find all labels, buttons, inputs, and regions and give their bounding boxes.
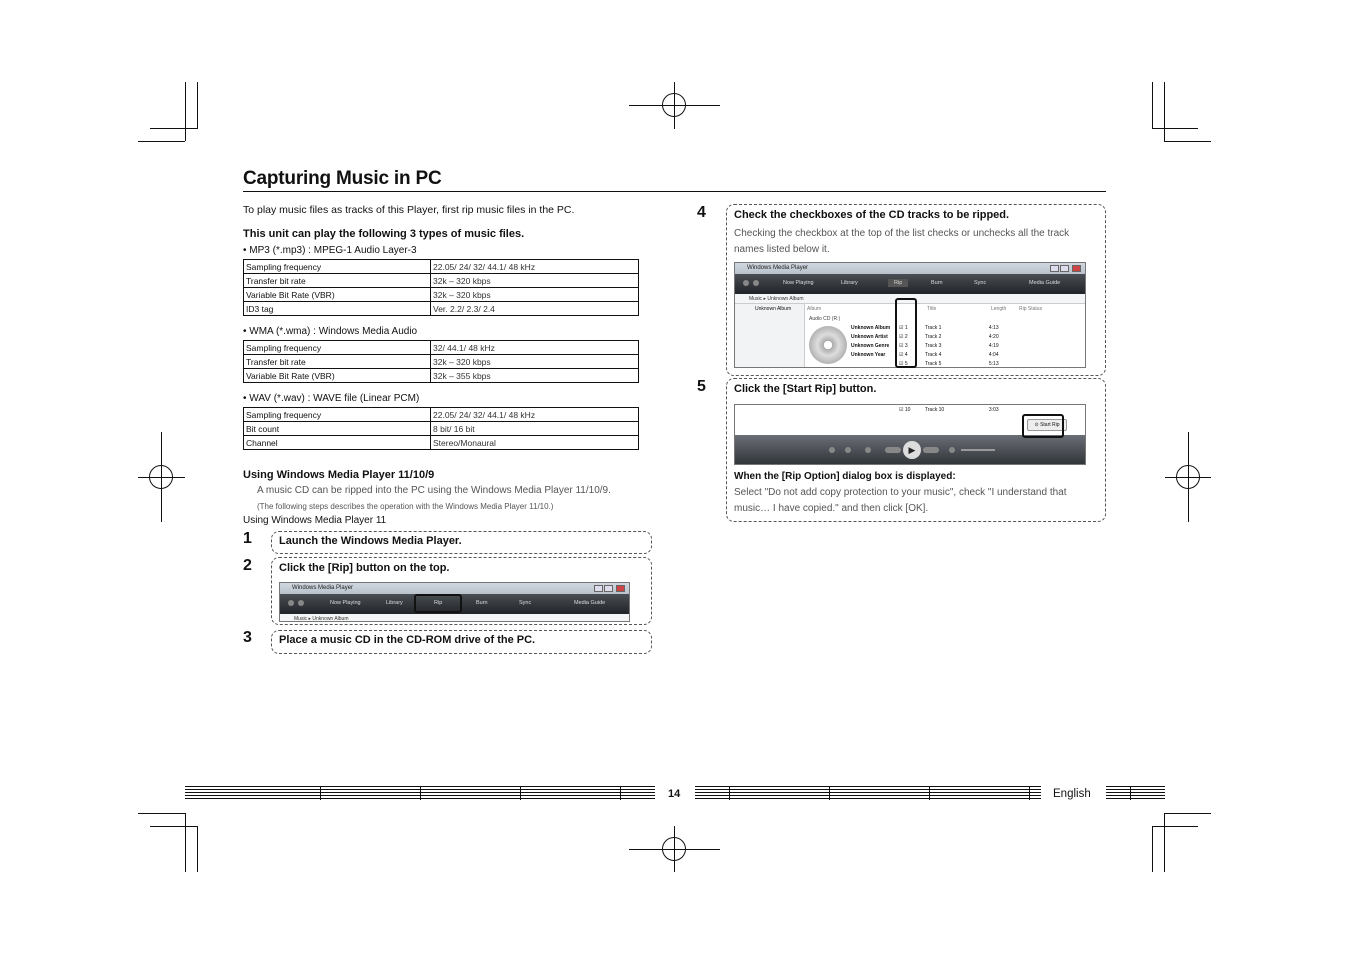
table-cell: 32k – 320 kbps <box>431 288 639 302</box>
table-cell: Variable Bit Rate (VBR) <box>244 288 431 302</box>
breadcrumb-item[interactable]: Music <box>294 616 308 622</box>
table-row[interactable]: ☑ 10 Track 10 3:03 <box>899 407 999 413</box>
back-icon[interactable] <box>288 600 294 606</box>
step-2-text: Click the [Rip] button on the top. <box>279 562 450 574</box>
table-cell: 32k – 320 kbps <box>431 355 639 369</box>
table-row[interactable]: ☑ 3 Track 3 4:19 <box>899 343 999 349</box>
tab-rip[interactable]: Rip <box>434 600 443 606</box>
wmp-address-bar: Music ▸ Unknown Album <box>280 614 629 622</box>
footer-divider <box>829 786 830 800</box>
next-icon[interactable] <box>923 447 939 453</box>
footer-bars-end <box>1106 786 1165 800</box>
close-icon[interactable] <box>1072 265 1081 272</box>
audio-cd-label: Audio CD (R:) <box>809 316 841 322</box>
wma-spec-table <box>243 340 639 383</box>
table-row <box>244 274 639 288</box>
step-3-text: Place a music CD in the CD-ROM drive of the PC. <box>279 634 536 646</box>
start-rip-highlight <box>1022 414 1064 438</box>
step-number: 5 <box>697 378 706 395</box>
column-header-album[interactable]: Album <box>807 306 822 312</box>
page-number: 14 <box>668 788 681 800</box>
rip-option-line1: Select "Do not add copy protection to your music", check "I understand that <box>734 487 1067 498</box>
table-row <box>244 436 639 450</box>
tab-burn[interactable]: Burn <box>476 600 488 606</box>
table-cell: 32k – 320 kbps <box>431 274 639 288</box>
footer-bars-right <box>695 786 1041 800</box>
step-number: 4 <box>697 204 706 221</box>
table-cell: Sampling frequency <box>244 341 431 355</box>
window-title: Windows Media Player <box>292 585 354 591</box>
rip-option-heading: When the [Rip Option] dialog box is displayed: <box>734 471 956 482</box>
types-heading: This unit can play the following 3 types of music files. <box>243 228 525 240</box>
breadcrumb-item[interactable]: Unknown Album <box>312 616 349 622</box>
tab-library[interactable]: Library <box>841 280 858 286</box>
table-cell: 22.05/ 24/ 32/ 44.1/ 48 kHz <box>431 408 639 422</box>
mp3-spec-table <box>243 259 639 316</box>
step-4-desc-line1: Checking the checkbox at the top of the list checks or unchecks all the track <box>734 228 1070 239</box>
volume-icon[interactable] <box>949 447 955 453</box>
table-cell: Ver. 2.2/ 2.3/ 2.4 <box>431 302 639 316</box>
table-cell: 8 bit/ 16 bit <box>431 422 639 436</box>
tab-media-guide[interactable]: Media Guide <box>574 600 606 606</box>
table-row <box>244 288 639 302</box>
wav-spec-table <box>243 407 639 450</box>
footer-divider <box>420 786 421 800</box>
table-row <box>244 302 639 316</box>
start-rip-button[interactable]: ⊙ Start Rip <box>1027 419 1067 431</box>
wmp-track-list <box>805 304 1086 368</box>
wmp-subheading: Using Windows Media Player 11 <box>243 515 387 526</box>
wmp-nav-pane <box>735 304 805 368</box>
table-row <box>244 369 639 383</box>
format-label-mp3: • MP3 (*.mp3) : MPEG-1 Audio Layer-3 <box>243 245 417 256</box>
language-label: English <box>1053 788 1091 800</box>
table-cell: 32/ 44.1/ 48 kHz <box>431 341 639 355</box>
table-cell: Sampling frequency <box>244 408 431 422</box>
footer-divider <box>729 786 730 800</box>
footer-divider <box>929 786 930 800</box>
table-cell: Channel <box>244 436 431 450</box>
album-info-item: Unknown Genre <box>851 343 890 349</box>
forward-icon[interactable] <box>298 600 304 606</box>
step-number: 1 <box>243 530 252 547</box>
stop-icon[interactable] <box>865 447 871 453</box>
table-cell: Stereo/Monaural <box>431 436 639 450</box>
back-icon[interactable] <box>743 280 749 286</box>
table-cell: Transfer bit rate <box>244 355 431 369</box>
wmp-title-bar <box>735 263 1085 274</box>
checkbox-highlight <box>895 298 917 368</box>
tab-rip[interactable]: Rip <box>888 279 908 287</box>
step-4-desc-line2: names listed below it. <box>734 244 830 255</box>
intro-text: To play music files as tracks of this Player, first rip music files in the PC. <box>243 204 575 216</box>
page-title: Capturing Music in PC <box>243 168 442 189</box>
wmp-nav-bar <box>735 274 1085 294</box>
footer-divider <box>1130 786 1131 800</box>
wmp-playback-bar <box>735 435 1086 465</box>
play-icon[interactable]: ▶ <box>903 441 921 459</box>
table-row <box>244 355 639 369</box>
previous-icon[interactable] <box>885 447 901 453</box>
album-info-item: Unknown Year <box>851 352 886 358</box>
footer-divider <box>320 786 321 800</box>
table-cell: 32k – 355 kbps <box>431 369 639 383</box>
table-cell: Bit count <box>244 422 431 436</box>
cd-icon <box>809 326 847 364</box>
column-header-rip-status[interactable]: Rip Status <box>1019 306 1043 312</box>
repeat-icon[interactable] <box>845 447 851 453</box>
table-row[interactable]: ☑ 4 Track 4 4:04 <box>899 352 999 358</box>
maximize-icon[interactable] <box>604 585 613 592</box>
title-rule <box>243 191 1106 192</box>
tab-media-guide[interactable]: Media Guide <box>1029 280 1061 286</box>
maximize-icon[interactable] <box>1060 265 1069 272</box>
column-header-length[interactable]: Length <box>991 306 1007 312</box>
column-header-title[interactable]: Title <box>927 306 937 312</box>
wmp-title-bar <box>280 583 629 594</box>
format-label-wav: • WAV (*.wav) : WAVE file (Linear PCM) <box>243 393 420 404</box>
wmp-note: (The following steps describes the operation with the Windows Media Player 11/10.) <box>257 502 554 511</box>
table-row <box>244 260 639 274</box>
wmp-heading: Using Windows Media Player 11/10/9 <box>243 469 435 481</box>
wmp-address-bar: Music ▸ Unknown Album <box>735 294 1085 304</box>
step-number: 2 <box>243 557 252 574</box>
step-5-text: Click the [Start Rip] button. <box>734 383 877 395</box>
rip-option-line2: music… I have copied." and then click [OK]. <box>734 503 929 514</box>
footer-divider <box>520 786 521 800</box>
close-icon[interactable] <box>616 585 625 592</box>
table-cell: ID3 tag <box>244 302 431 316</box>
table-row <box>244 341 639 355</box>
step-4-text: Check the checkboxes of the CD tracks to be ripped. <box>734 209 1010 221</box>
album-info-item: Unknown Artist <box>851 334 888 340</box>
table-row[interactable]: ☑ 2 Track 2 4:20 <box>899 334 999 340</box>
step-number: 3 <box>243 629 252 646</box>
album-info <box>851 324 890 360</box>
table-row[interactable]: ☑ 1 Track 1 4:13 <box>899 325 999 331</box>
breadcrumb-item[interactable]: Music <box>749 296 763 302</box>
album-info-item: Unknown Album <box>851 325 891 331</box>
shuffle-icon[interactable] <box>829 447 835 453</box>
tab-sync[interactable]: Sync <box>974 280 987 286</box>
breadcrumb-item[interactable]: Unknown Album <box>767 296 804 302</box>
table-row <box>244 422 639 436</box>
minimize-icon[interactable] <box>594 585 603 592</box>
table-cell: Sampling frequency <box>244 260 431 274</box>
volume-slider[interactable] <box>961 449 995 451</box>
format-label-wma: • WMA (*.wma) : Windows Media Audio <box>243 326 418 337</box>
table-cell: 22.05/ 24/ 32/ 44.1/ 48 kHz <box>431 260 639 274</box>
table-cell: Variable Bit Rate (VBR) <box>244 369 431 383</box>
wmp-description: A music CD can be ripped into the PC using the Windows Media Player 11/10/9. <box>257 485 611 496</box>
tab-library[interactable]: Library <box>386 600 403 606</box>
tab-burn[interactable]: Burn <box>931 280 943 286</box>
tab-sync[interactable]: Sync <box>519 600 532 606</box>
tab-now-playing[interactable]: Now Playing <box>783 280 814 286</box>
table-row[interactable]: ☑ 5 Track 5 5:13 <box>899 361 999 367</box>
footer-divider <box>1029 786 1030 800</box>
window-title: Windows Media Player <box>747 265 809 271</box>
rip-highlight <box>414 594 462 613</box>
footer-divider <box>620 786 621 800</box>
tab-now-playing[interactable]: Now Playing <box>330 600 361 606</box>
minimize-icon[interactable] <box>1050 265 1059 272</box>
forward-icon[interactable] <box>753 280 759 286</box>
step-1-text: Launch the Windows Media Player. <box>279 535 462 547</box>
table-row <box>244 408 639 422</box>
album-tree-item[interactable]: Unknown Album <box>755 306 792 312</box>
table-cell: Transfer bit rate <box>244 274 431 288</box>
